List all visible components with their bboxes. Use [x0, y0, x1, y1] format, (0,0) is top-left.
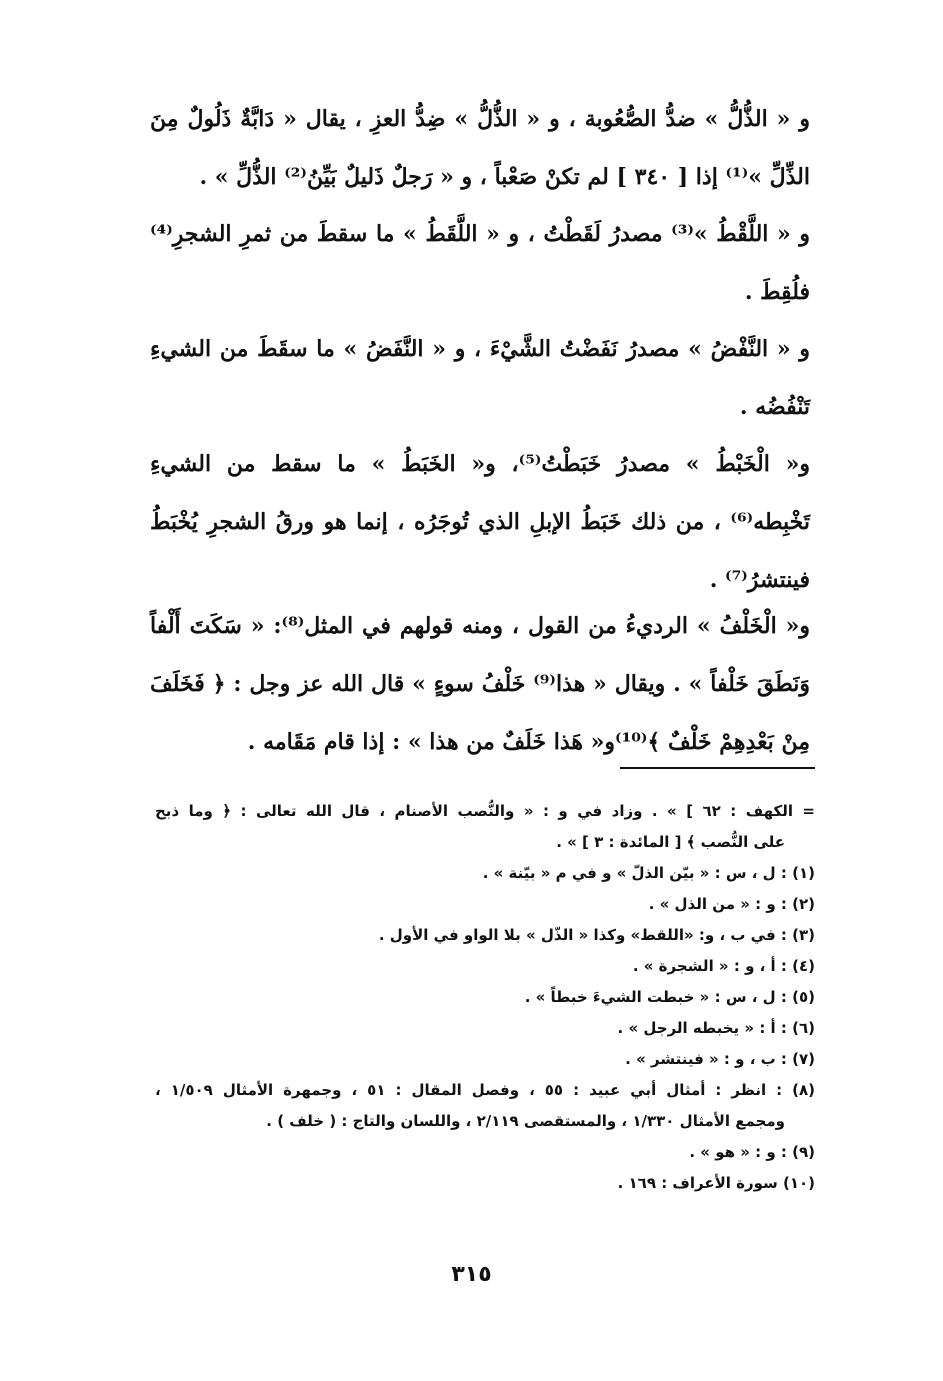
paragraph	[150, 320, 810, 436]
footnote-line: (٤) : أ ، و : « الشجرة » .	[632, 957, 815, 975]
paragraph	[150, 435, 810, 609]
page-number: ٣١٥	[451, 1262, 492, 1287]
footnote-line: = الكهف : ٦٢ ] » . وزاد في و : « والنُّصب الأصنام ، قال الله تعالى : ﴿ وما ذبح	[155, 802, 815, 820]
footnote-line: (٢) : و : « من الذل » .	[648, 895, 815, 913]
footnote-line: (٨) : انظر : أمثال أبي عبيد : ٥٥ ، وفصل المقال : ٥١ ، وجمهرة الأمثال ١/٥٠٩ ،	[155, 1081, 815, 1099]
footnotes	[155, 796, 815, 1199]
text-line: و« الْخَبْطُ » مصدرُ خَبَطْتُ⁽⁵⁾، و« الخَبَطُ » ما سقط من الشيءِ	[150, 451, 810, 477]
paragraph	[150, 90, 810, 206]
footnote-line: على النُّصب ﴾ [ المائدة : ٣ ] » .	[556, 833, 785, 851]
footnote-line: (٩) : و : « هو » .	[689, 1143, 815, 1161]
text-line: مِنْ بَعْدِهِمْ خَلْفٌ ﴾⁽¹⁰⁾و« هَذا خَلَفٌ من هذا » : إذا قام مَقَامه .	[247, 729, 810, 755]
text-line: و « اللَّقْطُ »⁽³⁾ مصدرُ لَقَطْتُ ، و « اللَّقَطُ » ما سقطَ من ثمرِ الشجرِ⁽⁴⁾	[150, 221, 810, 247]
text-line: و « النَّفْضُ » مصدرُ نَفَضْتُ الشَّيْءَ ، و « النَّفَضُ » ما سقَطَ من الشيءِ	[150, 336, 810, 362]
text-line: فينتشرُ⁽⁷⁾ .	[709, 567, 810, 593]
footnote-line: (٥) : ل ، س : « خبطت الشيءَ خبطاً » .	[524, 988, 815, 1006]
text-line: و « الذُّلُّ » ضدُّ الصُّعُوبة ، و « الذُّلُّ » ضِدُّ العزِ ، يقال « دَابَّةٌ ذَلُولٌ مِنَ	[150, 106, 810, 132]
paragraph	[150, 205, 810, 321]
text-line: فلُقِطَ .	[744, 279, 810, 305]
footnote-line: (٣) : في ب ، و: «اللقط» وكذا « الذّل » بلا الواو في الأول .	[378, 926, 815, 944]
text-line: تَخْبِطه⁽⁶⁾ ، من ذلك خَبَطُ الإبلِ الذي تُوجَرُه ، إنما هو ورقُ الشجرِ يُخْبَطُ	[150, 509, 810, 535]
text-line: وَنَطَقَ خَلْفاً » . ويقال « هذا⁽⁹⁾ خَلْفُ سوءٍ » قال الله عز وجل : ﴿ فَخَلَفَ	[150, 671, 810, 697]
footnote-separator	[620, 767, 815, 769]
paragraph	[150, 597, 810, 771]
footnote-line: ومجمع الأمثال ١/٣٣٠ ، والمستقصى ٢/١١٩ ، واللسان والتاج : ( خلف ) .	[266, 1112, 785, 1130]
footnote-line: (٦) : أ : « يخبطه الرجل » .	[617, 1019, 815, 1037]
text-line: تَنْفُضُه .	[739, 394, 810, 420]
footnote-line: (١) : ل ، س : « بيّن الذلّ » و في م « بيّنة » .	[482, 864, 815, 882]
text-line: الذِّلِّ »⁽¹⁾ إذا [ ٣٤٠ ] لم تكنْ صَعْباً ، و « رَجلٌ ذَليلٌ بَيِّنُ⁽²⁾ الذُّلِّ » .	[199, 164, 810, 190]
text-line: و« الْخَلْفُ » الرديءُ من القول ، ومنه قولهم في المثل⁽⁸⁾: « سَكَتَ أَلْفاً	[150, 613, 810, 639]
footnote-line: (١٠) سورة الأعراف : ١٦٩ .	[617, 1174, 815, 1192]
footnote-line: (٧) : ب ، و : « فينتشر » .	[625, 1050, 815, 1068]
